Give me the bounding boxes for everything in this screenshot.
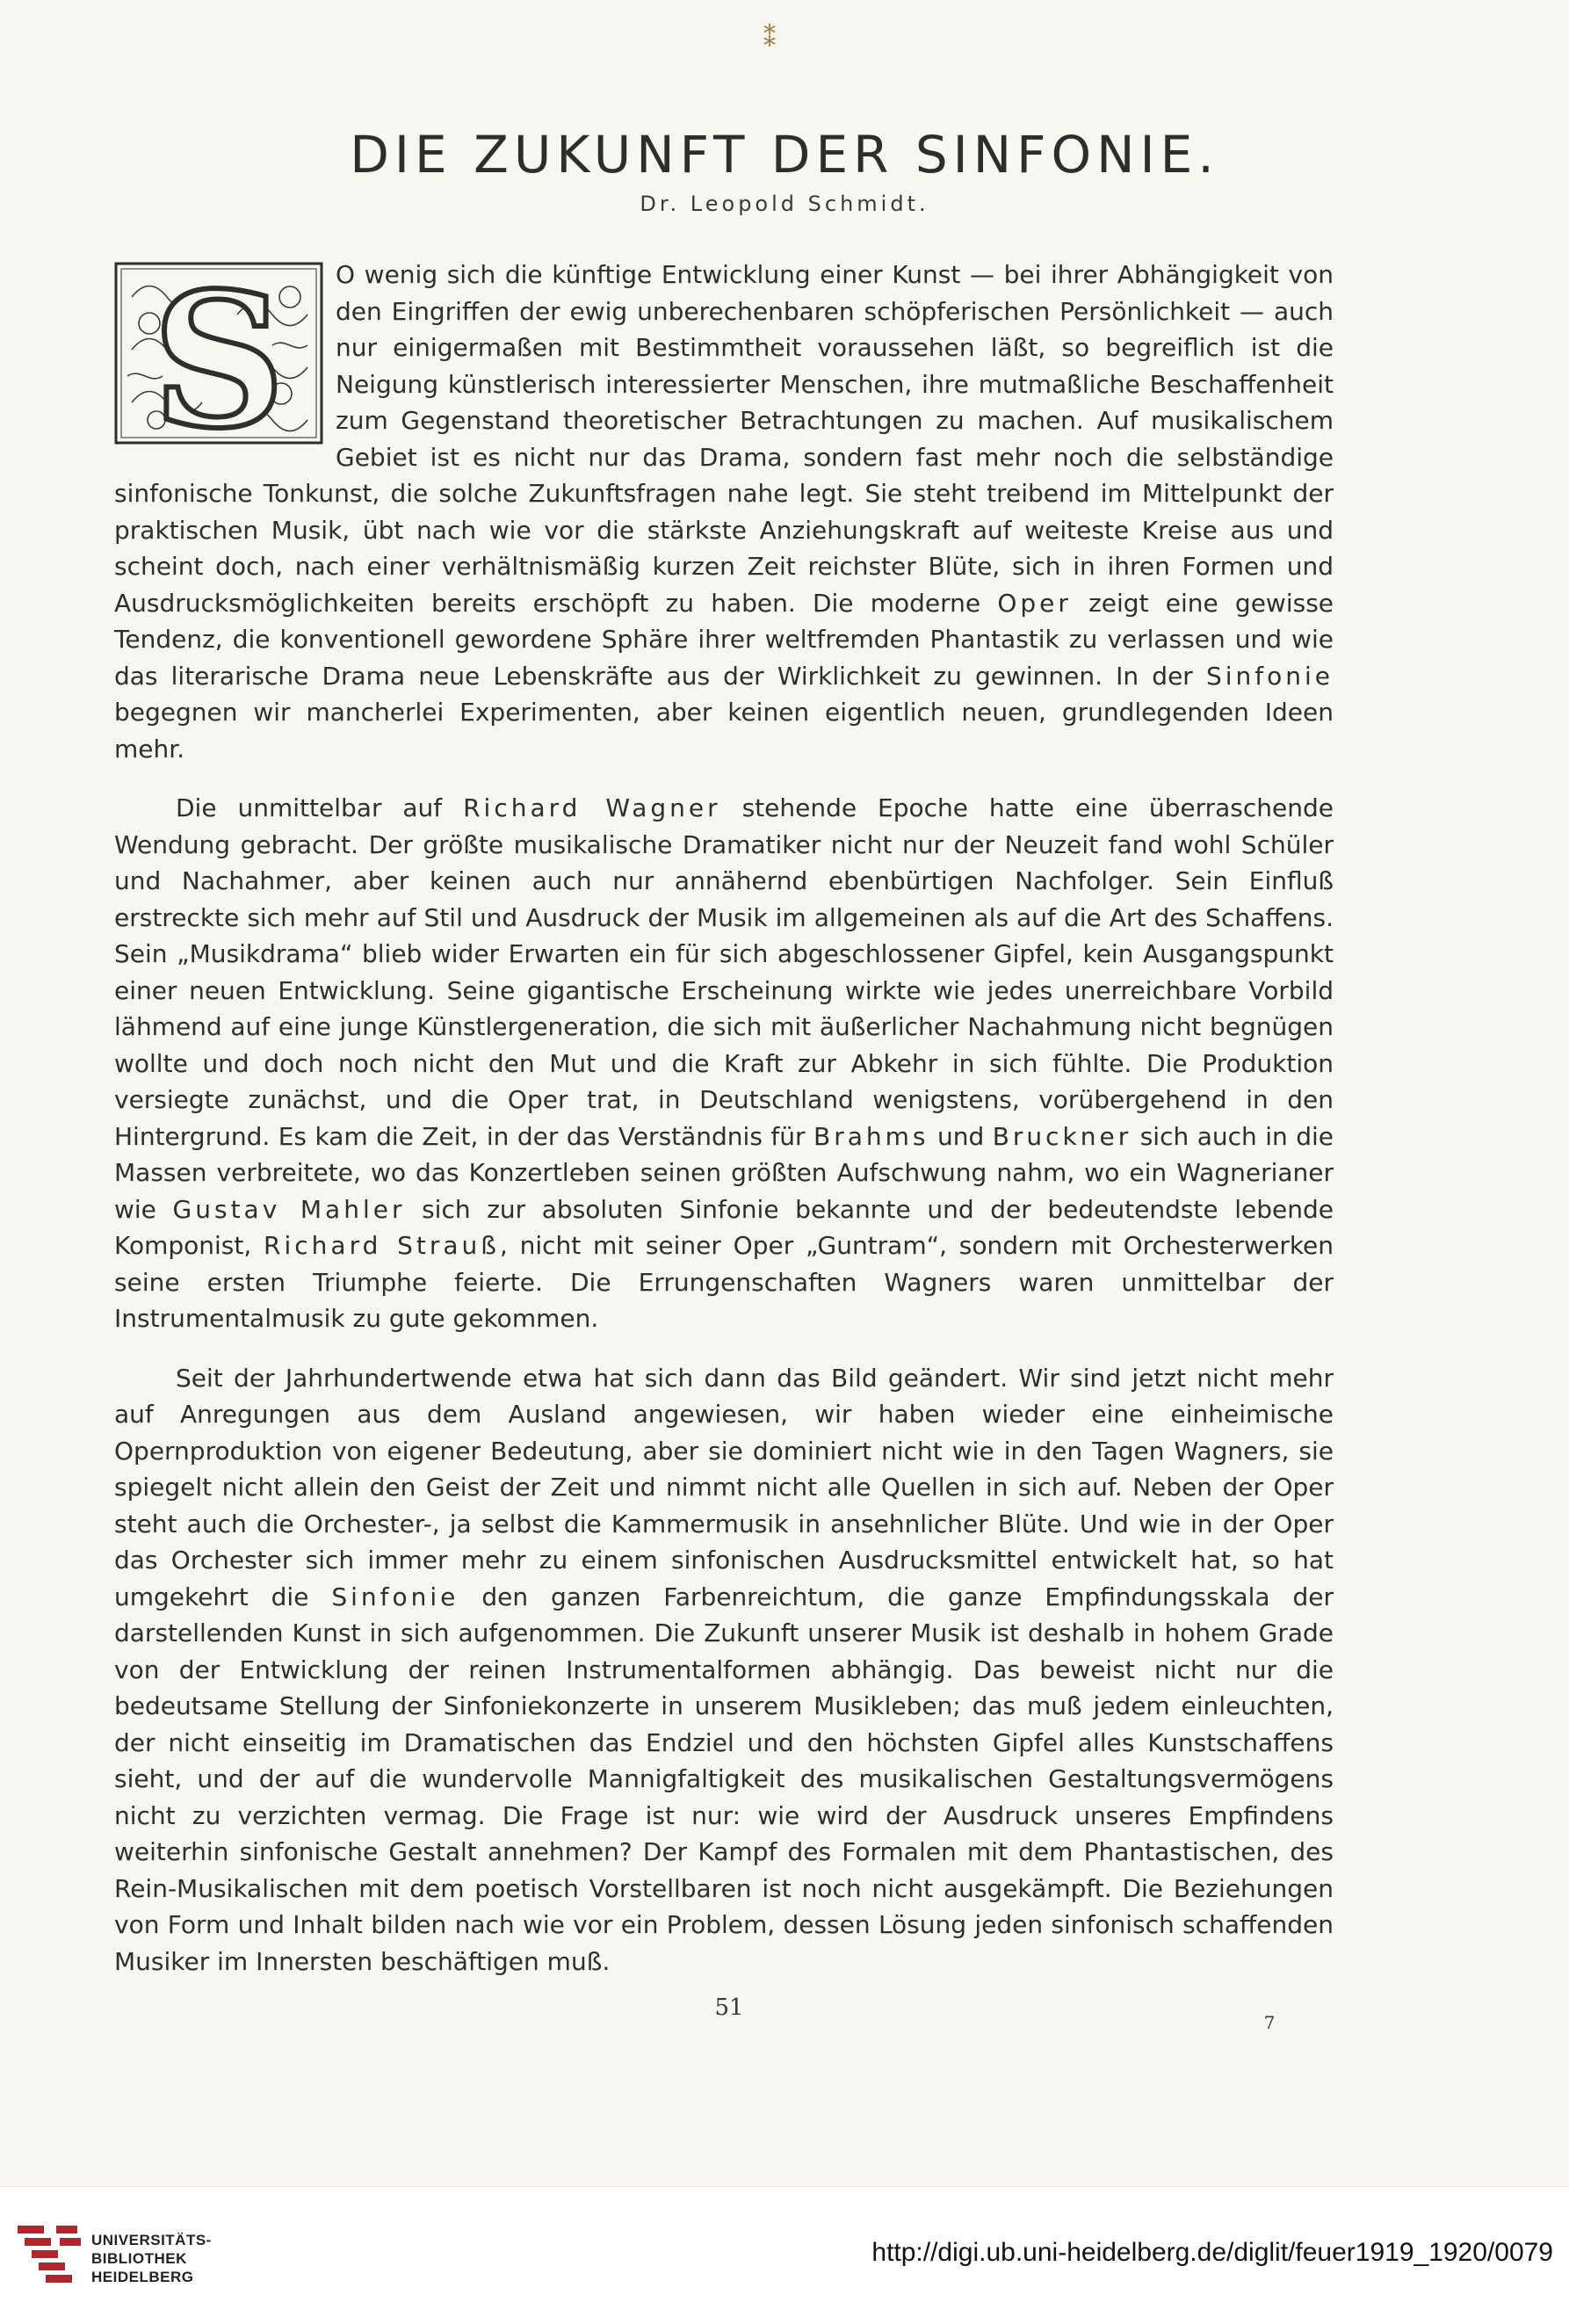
library-name: [91, 2231, 212, 2286]
text-run: den ganzen Farbenreichtum, die ganze Empfindungsskala der darstellenden Kunst in sich aufgenommen. Die Zukunft unserer Musik ist deshalb in hohem Grade von der Entwicklung der reinen Instrumentalformen abhängig. Das beweist nicht nur die bedeutsame Stellung der Sinfoniekonzerte in unserem Musikleben; das muß jedem einleuchten, der nicht einseitig im Dramatischen das Endziel und den höchsten Gipfel alles Kunstschaffens sieht, und der auf die wundervolle Mannigfaltigkeit des musikalischen Gestaltungsvermögens nicht zu verzichten vermag. Die Frage ist nur: wie wird der Ausdruck unseres Empfindens weiterhin sinfonische Gestalt annehmen? Der Kampf des Formalen mit dem Phantastischen, des Rein-Musikalischen mit dem poetisch Vorstellbaren ist noch nicht ausgekämpft. Die Beziehungen von Form und Inhalt bilden nach wie vor ein Problem, dessen Lösung jeden sinfonisch schaffenden Musiker im Innersten beschäftigen muß.: [114, 1582, 1334, 1976]
emphasized-name: Gustav Mahler: [172, 1194, 406, 1224]
paragraph-3-content: [114, 1364, 1334, 1976]
text-run: sich zur absoluten Sinfonie bekannte und der bedeutendste lebende Komponist,: [114, 1194, 1334, 1260]
paragraph-3: [114, 1360, 1334, 1980]
sheet-signature-number: 7: [1263, 2012, 1276, 2033]
article-body: [114, 257, 1334, 1980]
emphasized-name: Oper: [997, 588, 1072, 618]
text-run: O wenig sich die künftige Entwicklung einer Kunst — bei ihrer Abhängigkeit von den Eingriffen der ewig unberechenbaren schöpferischen Persönlichkeit — auch nur einigermaßen mit Bestimmtheit voraussehen läßt, so begreiflich ist die Neigung künstlerisch interessierter Menschen, ihre mutmaßliche Beschaffenheit zum Gegenstand theoretischer Betrachtungen zu machen. Auf musikalischem Gebiet ist es nicht nur das Drama, sondern fast mehr noch die selbständige sinfonische Tonkunst, die solche Zukunftsfragen nahe legt. Sie steht treibend im Mittelpunkt der praktischen Musik, übt nach wie vor die stärkste Anziehungskraft auf weiteste Kreise aus und scheint doch, nach einer verhältnismäßig kurzen Zeit reichster Blüte, sich in ihren Formen und Ausdrucksmöglichkeiten bereits erschöpft zu haben. Die moderne: [114, 260, 1334, 618]
emphasized-name: Richard Strauß: [264, 1231, 500, 1260]
text-run: , nicht mit seiner Oper „Guntram“, sondern mit Orchesterwerken seine ersten Triumphe feierte. Die Errungenschaften Wagners waren unmittelbar der Instrumentalmusik zu gute gekommen.: [114, 1231, 1334, 1333]
emphasized-name: Sinfonie: [1205, 661, 1334, 691]
initial-letter: S: [152, 262, 286, 445]
text-run: begegnen wir mancherlei Experimenten, aber keinen eigentlich neuen, grundlegenden Ideen mehr.: [114, 698, 1334, 764]
library-name-line: UNIVERSITÄTS-: [91, 2232, 212, 2248]
paragraph-1: [114, 257, 1334, 767]
viewer-footer: [0, 2186, 1569, 2324]
text-run: und: [929, 1121, 993, 1151]
article-author: Dr. Leopold Schmidt.: [640, 192, 929, 216]
emphasized-name: Brahms: [813, 1121, 929, 1151]
text-run: Seit der Jahrhundertwende etwa hat sich dann das Bild geändert. Wir sind jetzt nicht mehr auf Anregungen aus dem Ausland angewiesen, wir haben wieder eine einheimische Opernproduktion von eigener Bedeutung, aber sie dominiert nicht wie in den Tagen Wagners, sie spiegelt nicht allein den Geist der Zeit und nimmt nicht alle Quellen in sich auf. Neben der Oper steht auch die Orchester-, ja selbst die Kammermusik in ansehnlicher Blüte. Und wie in der Oper das Orchester sich immer mehr zu einem sinfonischen Ausdrucksmittel entwickelt hat, so hat umgekehrt die: [114, 1363, 1334, 1611]
emphasized-name: Bruckner: [992, 1121, 1132, 1151]
text-run: Die unmittelbar auf: [176, 793, 464, 822]
ornamental-initial-graphic: [114, 262, 323, 445]
permalink-url[interactable]: http://digi.ub.uni-heidelberg.de/diglit/feuer1919_1920/0079: [871, 2238, 1553, 2267]
text-run: zeigt eine gewisse Tendenz, die konventionell gewordene Sphäre ihrer weltfremden Phantastik zu verlassen und wie das literarische Drama neue Lebenskräfte aus der Wirklichkeit zu gewinnen. In der: [114, 588, 1334, 691]
page-number: 51: [714, 1995, 744, 2021]
emphasized-name: Sinfonie: [331, 1582, 459, 1611]
paragraph-2: [114, 790, 1334, 1337]
article-title: DIE ZUKUNFT DER SINFONIE.: [350, 125, 1219, 185]
library-name-line: HEIDELBERG: [91, 2269, 194, 2285]
ornamental-initial: [114, 262, 323, 445]
printer-mark-ornament: ⁑: [763, 24, 776, 53]
text-run: stehende Epoche hatte eine überraschende Wendung gebracht. Der größte musikalische Dramatiker nicht nur der Neuzeit fand wohl Schüler und Nachahmer, aber keinen auch nur annähernd ebenbürtigen Nachfolger. Sein Einfluß erstreckte sich mehr auf Stil und Ausdruck der Musik im allgemeinen als auf die Art des Schaffens. Sein „Musikdrama“ blieb wider Erwarten ein für sich abgeschlossener Gipfel, kein Ausgangspunkt einer neuen Entwicklung. Seine gigantische Erscheinung wirkte wie jedes unerreichbare Vorbild lähmend auf eine junge Künstlergeneration, die sich mit äußerlicher Nachahmung nicht begnügen wollte und doch noch nicht den Mut und die Kraft zur Abkehr in sich fühlte. Die Produktion versiegte zunächst, und die Oper trat, in Deutschland wenigstens, vorübergehend in den Hintergrund. Es kam die Zeit, in der das Verständnis für: [114, 793, 1334, 1151]
library-name-line: BIBLIOTHEK: [91, 2250, 187, 2267]
library-logo-icon: [16, 2222, 84, 2292]
text-run: sich auch in die Massen verbreitete, wo das Konzertleben seinen größten Aufschwung nahm, wo ein Wagnerianer wie: [114, 1121, 1334, 1224]
paragraph-2-content: [114, 793, 1334, 1333]
emphasized-name: Richard Wagner: [463, 793, 721, 822]
